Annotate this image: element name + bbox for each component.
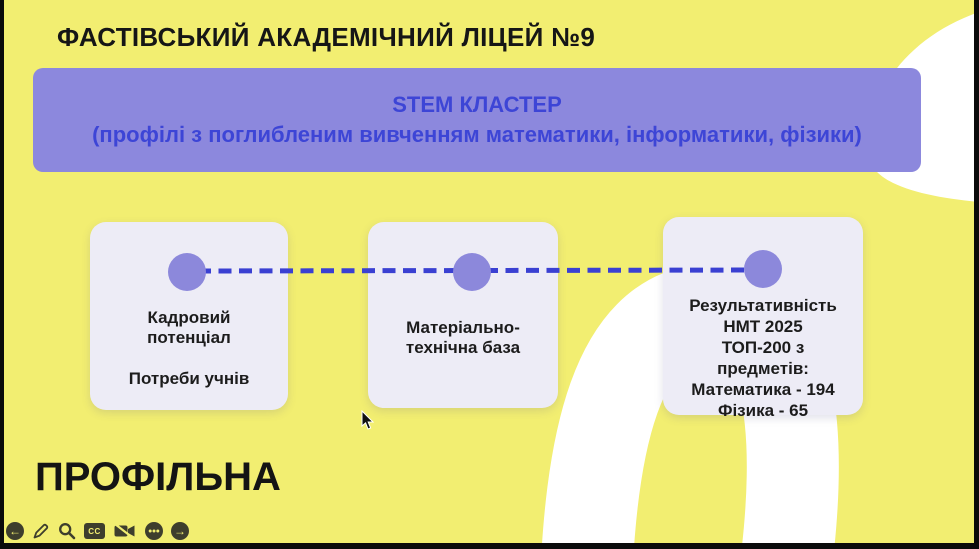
more-button[interactable] [145, 522, 163, 540]
right-frame-bar [974, 0, 979, 549]
camera-off-icon [113, 522, 137, 540]
card3-line3: ТОП-200 з [721, 338, 805, 357]
camera-off-button[interactable] [113, 522, 137, 540]
card3-text [669, 295, 857, 421]
card1-text-bottom: Потреби учнів [128, 369, 250, 388]
bottom-frame-bar [0, 543, 979, 549]
mouse-cursor [361, 410, 375, 431]
card3-line2: НМТ 2025 [723, 317, 803, 336]
banner-line2: (профілі з поглибленим вивченням математики, інформатики, фізики) [92, 122, 862, 147]
card2-text: Матеріально-технічна база [405, 318, 521, 357]
back-icon: ← [9, 524, 21, 538]
card-rezultatyvnist-nmt [663, 217, 863, 420]
card3-line4: предметів: [717, 359, 809, 378]
back-button[interactable] [6, 522, 24, 540]
left-frame-bar [0, 0, 4, 549]
slide-title: ФАСТІВСЬКИЙ АКАДЕМІЧНИЙ ЛІЦЕЙ №9 [57, 22, 596, 52]
forward-button[interactable] [171, 522, 189, 540]
banner-line1: STEM КЛАСТЕР [392, 92, 562, 117]
stem-banner [33, 68, 921, 172]
card3-line5: Математика - 194 [691, 380, 835, 399]
forward-icon: → [174, 524, 186, 538]
pencil-icon [32, 522, 50, 540]
card-kadrovyi-potentsial [90, 222, 288, 410]
card3-line1: Результативність [689, 296, 837, 315]
more-dots-icon [145, 522, 163, 540]
captions-icon: CC [88, 526, 101, 536]
card-materialno-tekhnichna-baza [368, 222, 558, 408]
card3-line6: Фізика - 65 [717, 401, 809, 420]
viewer-toolbar [4, 520, 189, 542]
card1-text-top: Кадровий потенціал [147, 308, 231, 347]
magnifier-icon [58, 522, 76, 540]
annotate-button[interactable] [32, 522, 50, 540]
zoom-button[interactable] [58, 522, 76, 540]
profilna-logo: ПРОФІЛЬНА [35, 455, 281, 499]
captions-button[interactable] [84, 523, 105, 539]
